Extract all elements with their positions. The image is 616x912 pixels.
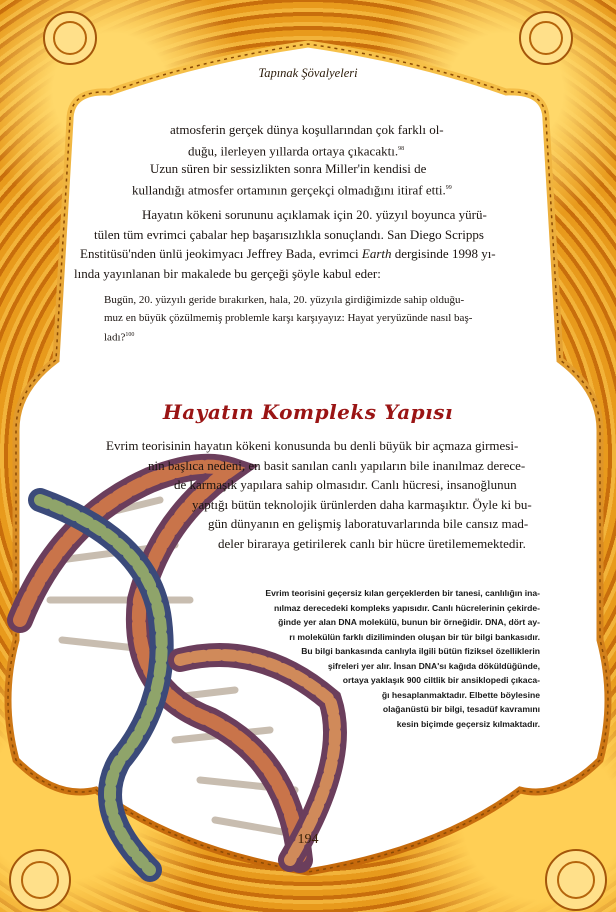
text-line: Hayatın kökeni sorununu açıklamak için 20. yüzyıl boyunca yürü- — [142, 207, 487, 222]
journal-name: Earth — [361, 246, 392, 261]
body-paragraph-2 — [106, 159, 546, 199]
text-line: atmosferin gerçek dünya koşullarından çok farklı ol- — [170, 122, 444, 137]
text-line: nin başlıca nedeni, en basit sanılan canlı yapıların bile inanılmaz derece- — [148, 457, 526, 473]
body-paragraph-1 — [134, 120, 534, 160]
caption-line: ğı hesaplanmaktadır. Elbette böylesine — [381, 689, 540, 700]
text-line: deler biraraya getirilerek canlı bir hücre üretilememektedir. — [218, 535, 526, 551]
text-line: yaptığı bütün teknolojik ürünlerden daha karmaşıktır. Öyle ki bu- — [192, 496, 532, 512]
quote-line: Bugün, 20. yüzyılı geride bırakırken, hala, 20. yüzyıla girdiğimizde sahip olduğu- — [104, 294, 465, 306]
caption-line: rı molekülün farklı diziliminden oluşan bir tür bilgi bankasıdır. — [289, 631, 540, 642]
running-header: Tapınak Şövalyeleri — [258, 66, 358, 80]
caption-line: Evrim teorisini geçersiz kılan gerçeklerden bir tanesi, canlılığın ina- — [265, 588, 540, 598]
footnote-ref: 100 — [125, 332, 135, 338]
text-line: Uzun süren bir sessizlikten sonra Miller'in kendisi de — [150, 161, 427, 176]
text-line: de karmaşık yapılara sahip olmasıdır. Canlı hücresi, insanoğlunun — [174, 477, 517, 492]
caption-line: ortaya yaklaşık 900 ciltlik bir ansiklopedi çıkaca- — [342, 675, 540, 685]
section-title: Hayatın Kompleks Yapısı — [162, 400, 454, 424]
caption-line: kesin biçimde geçersiz kılmaktadır. — [396, 718, 540, 729]
image-caption — [210, 586, 540, 731]
caption-line: şifreleri yer alır. İnsan DNA'sı kağıda döküldüğünde, — [327, 660, 540, 671]
caption-line: ğinde yer alan DNA molekülü, bunun bir örneğidir. DNA, dört ay- — [278, 617, 540, 627]
text-line: Enstitüsü'nden ünlü jeokimyacı Jeffrey Bada, evrimci — [80, 246, 359, 261]
text-line: gün dünyanın en gelişmiş laboratuvarlarında bile cansız mad- — [208, 516, 529, 531]
text-line: duğu, ilerleyen yıllarda ortaya çıkacaktı. — [188, 142, 399, 158]
text-line: tülen tüm evrimci çabalar hep başarısızlıkla sonuçlandı. San Diego Scripps — [94, 226, 484, 242]
footnote-ref: 99 — [445, 184, 452, 191]
text-line: kullandığı atmosfer ortamının gerçekçi olmadığını itiraf etti. — [132, 181, 446, 197]
section-paragraph — [0, 436, 616, 553]
quote-line: muz en büyük çözülmemiş problemle karşı karşıyayız: Hayat yeryüzünde nasıl baş- — [104, 311, 473, 324]
footnote-ref: 98 — [398, 145, 405, 152]
caption-line: Bu bilgi bankasında canlıyla ilgili bütün fiziksel özelliklerin — [301, 646, 540, 656]
caption-line: nılmaz derecedeki kompleks yapısıdır. Canlı hücrelerinin çekirde- — [273, 602, 540, 613]
block-quote — [104, 292, 534, 347]
page-number: 194 — [297, 832, 319, 847]
text-line: lında yayınlanan bir makalede bu gerçeği şöyle kabul eder: — [74, 265, 381, 281]
corner-ornament-icon — [546, 850, 606, 910]
corner-ornament-icon — [520, 12, 572, 64]
corner-ornament-icon — [44, 12, 96, 64]
text-line: Evrim teorisinin hayatın kökeni konusunda bu denli büyük bir açmaza girmesi- — [106, 438, 519, 453]
body-paragraph-3 — [66, 205, 556, 283]
quote-line: ladı? — [104, 331, 126, 344]
text-line: dergisinde 1998 yı- — [394, 246, 496, 261]
caption-line: olağanüstü bir bilgi, tesadüf kavramını — [382, 704, 540, 714]
corner-ornament-icon — [10, 850, 70, 910]
